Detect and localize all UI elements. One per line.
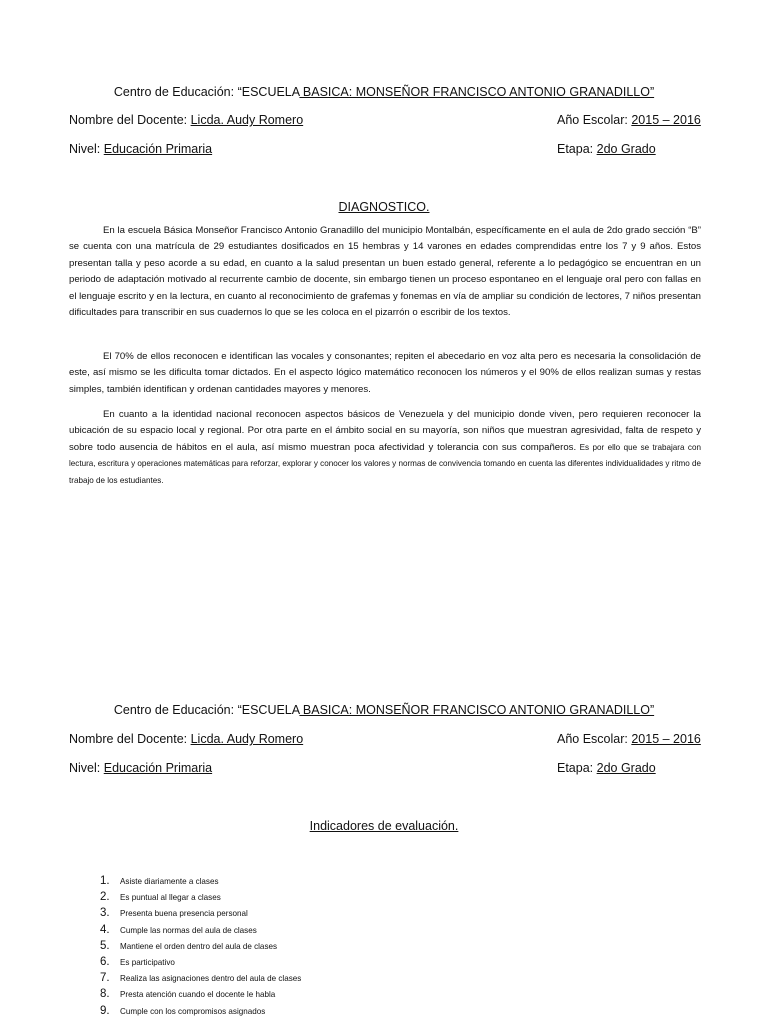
item-number: 8.: [100, 988, 110, 1001]
diagnostico-paragraph-3: [69, 407, 701, 489]
nivel-value: Educación Primaria: [103, 761, 213, 775]
item-text: Asiste diariamente a clases: [120, 877, 219, 886]
etapa-value: 2do Grado: [596, 142, 656, 156]
list-item: [100, 985, 301, 1001]
anio-label: Año Escolar:: [557, 113, 632, 127]
diagnostico-paragraph-1: En la escuela Básica Monseñor Francisco Antonio Granadillo del municipio Montalbán, específicamente en el aula de 2do grado sección “B” se cuenta con una matrícula de 29 estudiantes dosificados en 15 hembras y 14 varones en edades comprendidas entre los 7 y 9 años. Estos presentan talla y peso acorde a su edad, en cuanto a la salud presentan un buen estado general, referente a lo pedagógico se encuentran en un periodo de adaptación motivado al recurrente cambio de docente, sin embargo tienen un proceso espontaneo en el lenguaje oral pero con fallas en el lenguaje escrito y en la lectura, en cuanto al reconocimiento de grafemas y fonemas en vía de ampliar su condición de lectores, 7 niños presentan dificultades para transcribir en sus cuadernos lo que se les coloca en el pizarrón o escribir de los textos.: [69, 225, 701, 319]
item-number: 1.: [100, 875, 110, 887]
item-number: 2.: [100, 891, 110, 904]
list-item: [100, 888, 301, 904]
item-text: Es participativo: [120, 957, 175, 967]
item-text: Mantiene el orden dentro del aula de clases: [120, 941, 278, 951]
paragraph-3-small: Es por ello que se trabajara con lectura, escritura y operaciones matemáticas para reforzar, explorar y conocer los valores y normas de convivencia tomando en cuenta las diferentes individualidades y ritmo de trabajo de los estudiantes.: [69, 442, 701, 485]
item-number: 4.: [100, 923, 110, 936]
list-item: [100, 953, 301, 969]
anio-label: Año Escolar:: [557, 732, 632, 746]
nivel-label: Nivel:: [69, 761, 104, 775]
etapa-label: Etapa:: [557, 142, 597, 156]
item-text: Cumple las normas del aula de clases: [120, 925, 257, 935]
item-text: Es puntual al llegar a clases: [120, 893, 221, 903]
item-number: 9.: [100, 1004, 110, 1017]
item-text: Cumple con los compromisos asignados: [120, 1006, 266, 1016]
nivel-label: Nivel:: [69, 142, 104, 156]
centro-value: “ESCUELA: [237, 703, 300, 717]
item-number: 5.: [100, 939, 110, 952]
list-item: [100, 872, 301, 888]
item-text: Presta atención cuando el docente le habla: [120, 990, 276, 1000]
docente-label: Nombre del Docente:: [69, 113, 191, 127]
item-number: 7.: [100, 972, 110, 985]
nivel-line-2: [69, 760, 212, 776]
nivel-line-1: [69, 141, 212, 157]
centro-label: Centro de Educación:: [113, 85, 238, 99]
indicadores-list: [100, 872, 301, 1018]
docente-line-2: [69, 731, 303, 747]
centro-value-underlined: BASICA: MONSEÑOR FRANCISCO ANTONIO GRANADILLO”: [299, 703, 655, 717]
nivel-value: Educación Primaria: [103, 142, 213, 156]
etapa-label: Etapa:: [557, 761, 597, 775]
docente-line-1: [69, 112, 303, 128]
indicadores-heading: Indicadores de evaluación.: [309, 819, 459, 833]
diagnostico-heading: DIAGNOSTICO.: [338, 200, 430, 214]
docente-value: Licda. Audy Romero: [190, 732, 304, 746]
centro-line-1: [0, 84, 768, 100]
item-number: 6.: [100, 955, 110, 968]
list-item: [100, 937, 301, 953]
diagnostico-paragraph-2: El 70% de ellos reconocen e identifican las vocales y consonantes; repiten el abecedario en voz alta pero es necesaria la consolidación de este, así mismo se les dificulta tomar dictados. En el aspecto lógico matemático reconocen los números y el 90% de ellos realizan sumas y restas simples, también identifican y ordenan cantidades mayores y menores.: [69, 351, 701, 395]
anio-value: 2015 – 2016: [631, 113, 701, 127]
item-number: 3.: [100, 907, 110, 920]
anio-line-1: [557, 112, 701, 128]
docente-label: Nombre del Docente:: [69, 732, 191, 746]
paragraph-3-main: En cuanto a la identidad nacional reconocen aspectos básicos de Venezuela y del municipio donde viven, pero requieren reconocer la ubicación de su espacio local y regional. Por otra parte en el ámbito social en su mayoría, son niños que muestran agresividad, falta de respeto y sobre todo ausencia de hábitos en el aula, así mismo muestran poca afectividad y tolerancia con sus compañeros.: [69, 409, 701, 453]
item-text: Presenta buena presencia personal: [120, 909, 248, 919]
docente-value: Licda. Audy Romero: [190, 113, 304, 127]
etapa-line-2: [557, 760, 656, 776]
centro-line-2: [0, 702, 768, 718]
list-item: [100, 921, 301, 937]
item-text: Realiza las asignaciones dentro del aula de clases: [120, 974, 302, 984]
etapa-value: 2do Grado: [596, 761, 656, 775]
centro-value-underlined: BASICA: MONSEÑOR FRANCISCO ANTONIO GRANADILLO”: [299, 85, 655, 99]
anio-line-2: [557, 731, 701, 747]
list-item: [100, 1002, 301, 1018]
list-item: [100, 904, 301, 920]
list-item: [100, 969, 301, 985]
centro-label: Centro de Educación:: [113, 703, 238, 717]
centro-value: “ESCUELA: [237, 85, 300, 99]
etapa-line-1: [557, 141, 656, 157]
anio-value: 2015 – 2016: [631, 732, 701, 746]
